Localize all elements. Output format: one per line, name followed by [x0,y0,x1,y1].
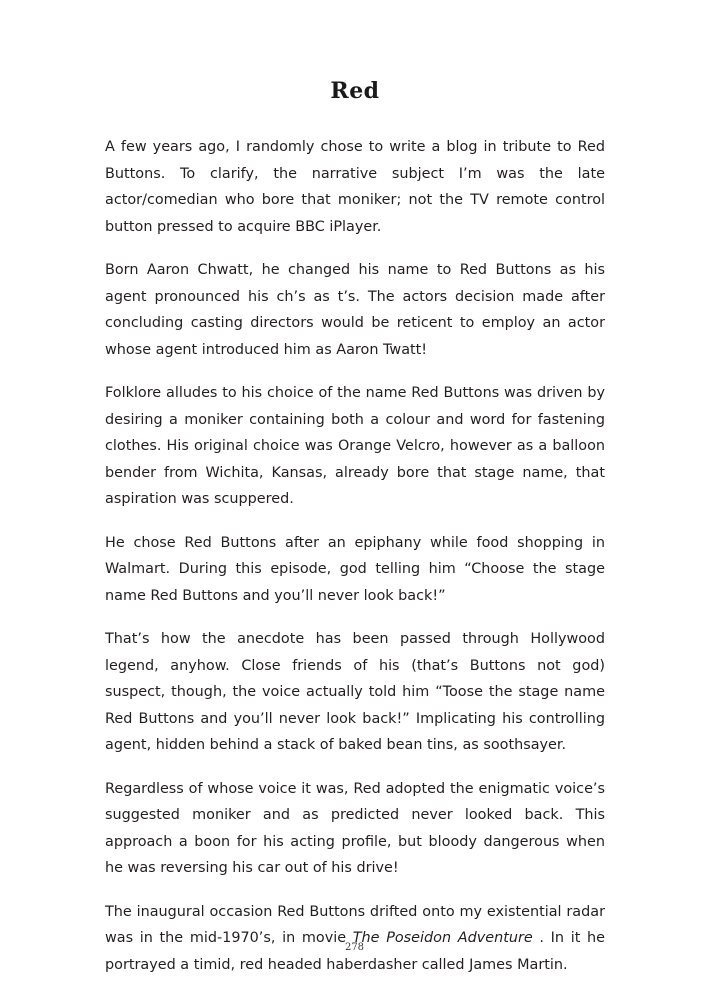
paragraph [105,380,605,513]
italic-title: The Poseidon Adventure [352,930,533,946]
text-run: A few years ago, I randomly chose to write a blog in tribute to Red Buttons. To clarify, the narrative subject I’m was the late actor/comedian who bore that moniker; not the TV remote control button pressed to acquire BBC iPlayer. [105,139,605,235]
text-run: He chose Red Buttons after an epiphany while food shopping in Walmart. During this episode, god telling him “Choose the stage name Red Buttons and you’ll never look back!” [105,534,605,604]
body-text [105,134,605,978]
paragraph [105,899,605,979]
chapter-title: Red [330,78,380,104]
page-content [105,78,605,978]
paragraph [105,530,605,610]
text-run: Folklore alludes to his choice of the name Red Buttons was driven by desiring a moniker containing both a colour and word for fastening clothes. His original choice was Orange Velcro, however as a balloon bender from Wichita, Kansas, already bore that stage name, that aspiration was scuppered. [105,385,605,507]
text-run: That’s how the anecdote has been passed through Hollywood legend, anyhow. Close friends of his (that’s Buttons not god) suspect, though, the voice actually told him “Toose the stage name Red Buttons and you’ll never look back!” Implicating his controlling agent, hidden behind a stack of baked bean tins, as soothsayer. [105,631,605,753]
page-number: 278 [344,942,365,953]
paragraph [105,134,605,240]
paragraph [105,626,605,759]
paragraph [105,257,605,363]
text-run: . In it he portrayed a timid, red headed haberdasher called James Martin. [105,930,605,973]
text-run: Born Aaron Chwatt, he changed his name to Red Buttons as his agent pronounced his ch’s as t’s. The actors decision made after concluding casting directors would be reticent to employ an actor whose agent introduced him as Aaron Twatt! [105,262,605,358]
text-run: Regardless of whose voice it was, Red adopted the enigmatic voice’s suggested moniker and as predicted never looked back. This approach a boon for his acting profile, but bloody dangerous when he was reversing his car out of his drive! [105,780,605,876]
paragraph [105,776,605,882]
text-run: The inaugural occasion Red Buttons drifted onto my existential radar was in the mid-1970’s, in movie [105,903,605,946]
